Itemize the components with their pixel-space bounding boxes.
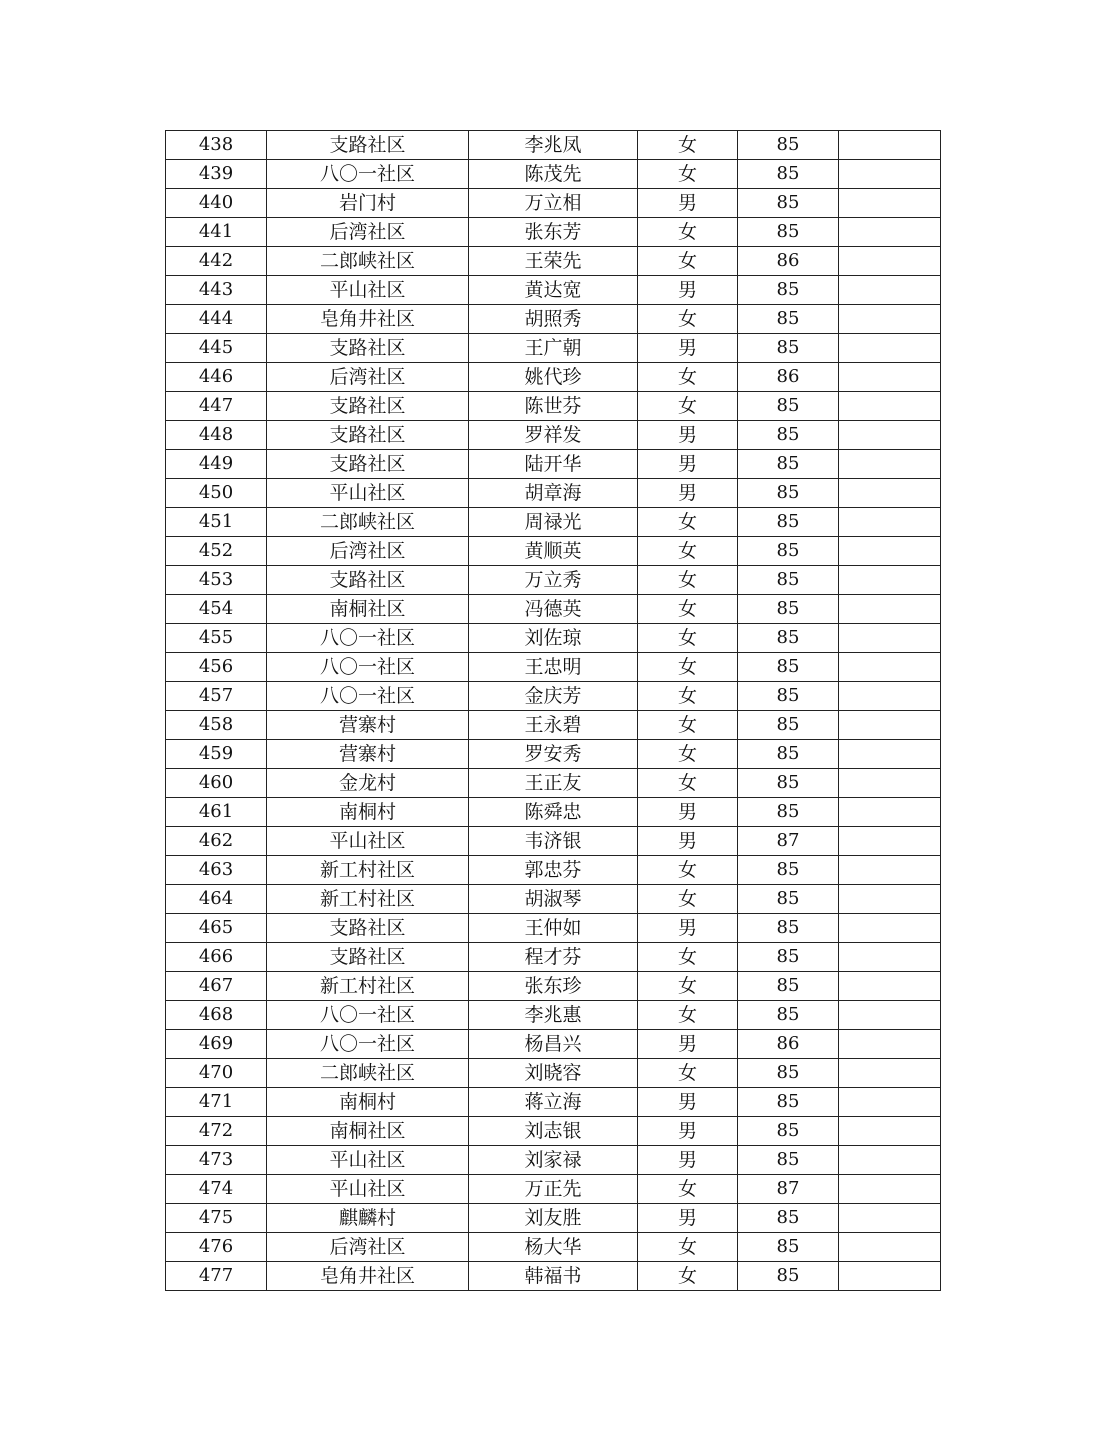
- table-row: [166, 1088, 941, 1117]
- gender-cell: 女: [638, 682, 738, 711]
- community-cell: 八〇一社区: [267, 682, 469, 711]
- age-cell: 85: [738, 914, 839, 943]
- note-cell: [839, 653, 941, 682]
- community-cell: 皂角井社区: [267, 1262, 469, 1291]
- note-cell: [839, 595, 941, 624]
- community-cell: 营寨村: [267, 711, 469, 740]
- person-name-cell: 杨大华: [469, 1233, 638, 1262]
- serial-number-cell: 476: [166, 1233, 267, 1262]
- note-cell: [839, 479, 941, 508]
- gender-cell: 女: [638, 653, 738, 682]
- serial-number-cell: 439: [166, 160, 267, 189]
- community-cell: 二郎峡社区: [267, 247, 469, 276]
- note-cell: [839, 218, 941, 247]
- note-cell: [839, 1204, 941, 1233]
- person-name-cell: 李兆凤: [469, 131, 638, 160]
- table-row: [166, 711, 941, 740]
- gender-cell: 男: [638, 827, 738, 856]
- gender-cell: 女: [638, 1262, 738, 1291]
- serial-number-cell: 459: [166, 740, 267, 769]
- table-row: [166, 914, 941, 943]
- person-name-cell: 姚代珍: [469, 363, 638, 392]
- person-name-cell: 李兆惠: [469, 1001, 638, 1030]
- serial-number-cell: 446: [166, 363, 267, 392]
- community-cell: 支路社区: [267, 131, 469, 160]
- age-cell: 85: [738, 566, 839, 595]
- age-cell: 85: [738, 885, 839, 914]
- community-cell: 八〇一社区: [267, 1030, 469, 1059]
- person-name-cell: 韦济银: [469, 827, 638, 856]
- serial-number-cell: 462: [166, 827, 267, 856]
- age-cell: 85: [738, 1146, 839, 1175]
- person-name-cell: 张东芳: [469, 218, 638, 247]
- serial-number-cell: 466: [166, 943, 267, 972]
- person-name-cell: 郭忠芬: [469, 856, 638, 885]
- community-cell: 南桐村: [267, 1088, 469, 1117]
- community-cell: 麒麟村: [267, 1204, 469, 1233]
- note-cell: [839, 856, 941, 885]
- serial-number-cell: 449: [166, 450, 267, 479]
- serial-number-cell: 470: [166, 1059, 267, 1088]
- table-row: [166, 247, 941, 276]
- table-row: [166, 1175, 941, 1204]
- table-row: [166, 566, 941, 595]
- note-cell: [839, 1059, 941, 1088]
- table-row: [166, 421, 941, 450]
- age-cell: 85: [738, 1233, 839, 1262]
- table-row: [166, 1001, 941, 1030]
- note-cell: [839, 914, 941, 943]
- table-row: [166, 1030, 941, 1059]
- age-cell: 85: [738, 537, 839, 566]
- table-row: [166, 160, 941, 189]
- person-name-cell: 张东珍: [469, 972, 638, 1001]
- serial-number-cell: 477: [166, 1262, 267, 1291]
- gender-cell: 女: [638, 1001, 738, 1030]
- person-name-cell: 万正先: [469, 1175, 638, 1204]
- age-cell: 85: [738, 1088, 839, 1117]
- community-cell: 新工村社区: [267, 856, 469, 885]
- serial-number-cell: 475: [166, 1204, 267, 1233]
- person-name-cell: 蒋立海: [469, 1088, 638, 1117]
- gender-cell: 女: [638, 972, 738, 1001]
- table-row: [166, 392, 941, 421]
- age-cell: 85: [738, 653, 839, 682]
- age-cell: 85: [738, 131, 839, 160]
- age-cell: 85: [738, 508, 839, 537]
- age-cell: 85: [738, 972, 839, 1001]
- gender-cell: 女: [638, 218, 738, 247]
- age-cell: 85: [738, 682, 839, 711]
- table-row: [166, 972, 941, 1001]
- community-cell: 八〇一社区: [267, 1001, 469, 1030]
- gender-cell: 女: [638, 624, 738, 653]
- community-cell: 八〇一社区: [267, 160, 469, 189]
- gender-cell: 男: [638, 1204, 738, 1233]
- serial-number-cell: 452: [166, 537, 267, 566]
- note-cell: [839, 1001, 941, 1030]
- person-name-cell: 王永碧: [469, 711, 638, 740]
- community-cell: 南桐社区: [267, 595, 469, 624]
- table-row: [166, 537, 941, 566]
- person-name-cell: 罗祥发: [469, 421, 638, 450]
- community-cell: 营寨村: [267, 740, 469, 769]
- note-cell: [839, 711, 941, 740]
- gender-cell: 女: [638, 1233, 738, 1262]
- table-row: [166, 624, 941, 653]
- table-row: [166, 363, 941, 392]
- note-cell: [839, 537, 941, 566]
- gender-cell: 女: [638, 1059, 738, 1088]
- note-cell: [839, 508, 941, 537]
- table-row: [166, 1146, 941, 1175]
- person-name-cell: 陈茂先: [469, 160, 638, 189]
- community-cell: 南桐社区: [267, 1117, 469, 1146]
- gender-cell: 男: [638, 276, 738, 305]
- table-row: [166, 305, 941, 334]
- person-name-cell: 陈世芬: [469, 392, 638, 421]
- table-row: [166, 1262, 941, 1291]
- person-name-cell: 胡章海: [469, 479, 638, 508]
- gender-cell: 男: [638, 1030, 738, 1059]
- serial-number-cell: 474: [166, 1175, 267, 1204]
- person-name-cell: 万立秀: [469, 566, 638, 595]
- community-cell: 支路社区: [267, 450, 469, 479]
- age-cell: 86: [738, 363, 839, 392]
- serial-number-cell: 442: [166, 247, 267, 276]
- gender-cell: 女: [638, 160, 738, 189]
- age-cell: 85: [738, 769, 839, 798]
- age-cell: 85: [738, 421, 839, 450]
- table-row: [166, 334, 941, 363]
- person-name-cell: 王荣先: [469, 247, 638, 276]
- table-row: [166, 276, 941, 305]
- community-cell: 金龙村: [267, 769, 469, 798]
- gender-cell: 男: [638, 798, 738, 827]
- age-cell: 86: [738, 247, 839, 276]
- person-name-cell: 杨昌兴: [469, 1030, 638, 1059]
- person-name-cell: 王正友: [469, 769, 638, 798]
- gender-cell: 女: [638, 740, 738, 769]
- community-cell: 支路社区: [267, 392, 469, 421]
- person-name-cell: 王忠明: [469, 653, 638, 682]
- community-cell: 支路社区: [267, 943, 469, 972]
- person-name-cell: 刘家禄: [469, 1146, 638, 1175]
- age-cell: 85: [738, 1204, 839, 1233]
- gender-cell: 男: [638, 334, 738, 363]
- serial-number-cell: 453: [166, 566, 267, 595]
- note-cell: [839, 334, 941, 363]
- community-cell: 皂角井社区: [267, 305, 469, 334]
- age-cell: 85: [738, 595, 839, 624]
- age-cell: 85: [738, 479, 839, 508]
- table-row: [166, 798, 941, 827]
- community-cell: 南桐村: [267, 798, 469, 827]
- note-cell: [839, 1030, 941, 1059]
- person-name-cell: 金庆芳: [469, 682, 638, 711]
- gender-cell: 女: [638, 508, 738, 537]
- person-name-cell: 韩福书: [469, 1262, 638, 1291]
- table-row: [166, 827, 941, 856]
- note-cell: [839, 421, 941, 450]
- serial-number-cell: 461: [166, 798, 267, 827]
- note-cell: [839, 1233, 941, 1262]
- serial-number-cell: 450: [166, 479, 267, 508]
- serial-number-cell: 465: [166, 914, 267, 943]
- serial-number-cell: 451: [166, 508, 267, 537]
- note-cell: [839, 624, 941, 653]
- note-cell: [839, 798, 941, 827]
- note-cell: [839, 943, 941, 972]
- gender-cell: 男: [638, 1088, 738, 1117]
- age-cell: 85: [738, 740, 839, 769]
- note-cell: [839, 247, 941, 276]
- serial-number-cell: 464: [166, 885, 267, 914]
- community-cell: 平山社区: [267, 1175, 469, 1204]
- gender-cell: 男: [638, 1117, 738, 1146]
- table-row: [166, 508, 941, 537]
- serial-number-cell: 447: [166, 392, 267, 421]
- serial-number-cell: 463: [166, 856, 267, 885]
- community-cell: 平山社区: [267, 276, 469, 305]
- note-cell: [839, 885, 941, 914]
- person-name-cell: 王广朝: [469, 334, 638, 363]
- age-cell: 85: [738, 798, 839, 827]
- community-cell: 二郎峡社区: [267, 1059, 469, 1088]
- table-row: [166, 218, 941, 247]
- serial-number-cell: 454: [166, 595, 267, 624]
- gender-cell: 男: [638, 189, 738, 218]
- serial-number-cell: 448: [166, 421, 267, 450]
- age-cell: 85: [738, 1001, 839, 1030]
- age-cell: 85: [738, 856, 839, 885]
- age-cell: 85: [738, 1262, 839, 1291]
- age-cell: 85: [738, 1117, 839, 1146]
- table-row: [166, 450, 941, 479]
- person-name-cell: 陈舜忠: [469, 798, 638, 827]
- note-cell: [839, 189, 941, 218]
- table-row: [166, 1233, 941, 1262]
- table-row: [166, 885, 941, 914]
- gender-cell: 女: [638, 885, 738, 914]
- age-cell: 85: [738, 189, 839, 218]
- gender-cell: 男: [638, 421, 738, 450]
- community-cell: 平山社区: [267, 827, 469, 856]
- gender-cell: 男: [638, 450, 738, 479]
- table-row: [166, 479, 941, 508]
- community-cell: 二郎峡社区: [267, 508, 469, 537]
- community-cell: 平山社区: [267, 479, 469, 508]
- community-cell: 后湾社区: [267, 537, 469, 566]
- community-cell: 八〇一社区: [267, 624, 469, 653]
- serial-number-cell: 443: [166, 276, 267, 305]
- person-name-cell: 陆开华: [469, 450, 638, 479]
- community-cell: 支路社区: [267, 914, 469, 943]
- serial-number-cell: 457: [166, 682, 267, 711]
- age-cell: 86: [738, 1030, 839, 1059]
- person-name-cell: 胡照秀: [469, 305, 638, 334]
- serial-number-cell: 458: [166, 711, 267, 740]
- note-cell: [839, 1175, 941, 1204]
- age-cell: 85: [738, 334, 839, 363]
- community-cell: 平山社区: [267, 1146, 469, 1175]
- note-cell: [839, 305, 941, 334]
- serial-number-cell: 445: [166, 334, 267, 363]
- serial-number-cell: 471: [166, 1088, 267, 1117]
- age-cell: 85: [738, 392, 839, 421]
- note-cell: [839, 276, 941, 305]
- gender-cell: 女: [638, 595, 738, 624]
- note-cell: [839, 972, 941, 1001]
- note-cell: [839, 1088, 941, 1117]
- person-name-cell: 刘志银: [469, 1117, 638, 1146]
- table-row: [166, 653, 941, 682]
- person-name-cell: 刘友胜: [469, 1204, 638, 1233]
- person-name-cell: 刘晓容: [469, 1059, 638, 1088]
- person-name-cell: 黄顺英: [469, 537, 638, 566]
- community-cell: 八〇一社区: [267, 653, 469, 682]
- serial-number-cell: 444: [166, 305, 267, 334]
- serial-number-cell: 473: [166, 1146, 267, 1175]
- age-cell: 85: [738, 943, 839, 972]
- serial-number-cell: 440: [166, 189, 267, 218]
- serial-number-cell: 456: [166, 653, 267, 682]
- serial-number-cell: 441: [166, 218, 267, 247]
- gender-cell: 男: [638, 914, 738, 943]
- person-name-cell: 冯德英: [469, 595, 638, 624]
- community-cell: 后湾社区: [267, 218, 469, 247]
- age-cell: 85: [738, 450, 839, 479]
- gender-cell: 女: [638, 711, 738, 740]
- age-cell: 85: [738, 276, 839, 305]
- gender-cell: 女: [638, 1175, 738, 1204]
- person-name-cell: 万立相: [469, 189, 638, 218]
- note-cell: [839, 1262, 941, 1291]
- community-cell: 后湾社区: [267, 363, 469, 392]
- table-row: [166, 769, 941, 798]
- serial-number-cell: 469: [166, 1030, 267, 1059]
- note-cell: [839, 392, 941, 421]
- gender-cell: 女: [638, 943, 738, 972]
- community-cell: 新工村社区: [267, 885, 469, 914]
- community-cell: 后湾社区: [267, 1233, 469, 1262]
- serial-number-cell: 460: [166, 769, 267, 798]
- age-cell: 85: [738, 218, 839, 247]
- serial-number-cell: 438: [166, 131, 267, 160]
- table-row: [166, 189, 941, 218]
- table-row: [166, 682, 941, 711]
- table-row: [166, 1117, 941, 1146]
- person-name-cell: 周禄光: [469, 508, 638, 537]
- gender-cell: 女: [638, 305, 738, 334]
- note-cell: [839, 1146, 941, 1175]
- serial-number-cell: 455: [166, 624, 267, 653]
- age-cell: 85: [738, 711, 839, 740]
- note-cell: [839, 160, 941, 189]
- table-row: [166, 943, 941, 972]
- community-cell: 支路社区: [267, 421, 469, 450]
- person-name-cell: 程才芬: [469, 943, 638, 972]
- person-name-cell: 刘佐琼: [469, 624, 638, 653]
- gender-cell: 女: [638, 131, 738, 160]
- serial-number-cell: 467: [166, 972, 267, 1001]
- serial-number-cell: 472: [166, 1117, 267, 1146]
- roster-table-body: [166, 131, 941, 1291]
- gender-cell: 女: [638, 566, 738, 595]
- community-cell: 岩门村: [267, 189, 469, 218]
- age-cell: 85: [738, 1059, 839, 1088]
- gender-cell: 女: [638, 537, 738, 566]
- serial-number-cell: 468: [166, 1001, 267, 1030]
- note-cell: [839, 363, 941, 392]
- gender-cell: 女: [638, 769, 738, 798]
- age-cell: 85: [738, 160, 839, 189]
- community-cell: 支路社区: [267, 566, 469, 595]
- gender-cell: 女: [638, 247, 738, 276]
- gender-cell: 女: [638, 392, 738, 421]
- table-row: [166, 1059, 941, 1088]
- note-cell: [839, 131, 941, 160]
- note-cell: [839, 1117, 941, 1146]
- note-cell: [839, 450, 941, 479]
- note-cell: [839, 740, 941, 769]
- note-cell: [839, 769, 941, 798]
- gender-cell: 女: [638, 856, 738, 885]
- table-row: [166, 740, 941, 769]
- age-cell: 87: [738, 827, 839, 856]
- age-cell: 85: [738, 624, 839, 653]
- roster-table: [165, 130, 941, 1291]
- table-row: [166, 595, 941, 624]
- gender-cell: 女: [638, 363, 738, 392]
- note-cell: [839, 566, 941, 595]
- community-cell: 新工村社区: [267, 972, 469, 1001]
- table-row: [166, 856, 941, 885]
- age-cell: 85: [738, 305, 839, 334]
- gender-cell: 男: [638, 1146, 738, 1175]
- person-name-cell: 王仲如: [469, 914, 638, 943]
- person-name-cell: 黄达宽: [469, 276, 638, 305]
- note-cell: [839, 682, 941, 711]
- note-cell: [839, 827, 941, 856]
- age-cell: 87: [738, 1175, 839, 1204]
- community-cell: 支路社区: [267, 334, 469, 363]
- person-name-cell: 罗安秀: [469, 740, 638, 769]
- gender-cell: 男: [638, 479, 738, 508]
- table-row: [166, 1204, 941, 1233]
- person-name-cell: 胡淑琴: [469, 885, 638, 914]
- table-row: [166, 131, 941, 160]
